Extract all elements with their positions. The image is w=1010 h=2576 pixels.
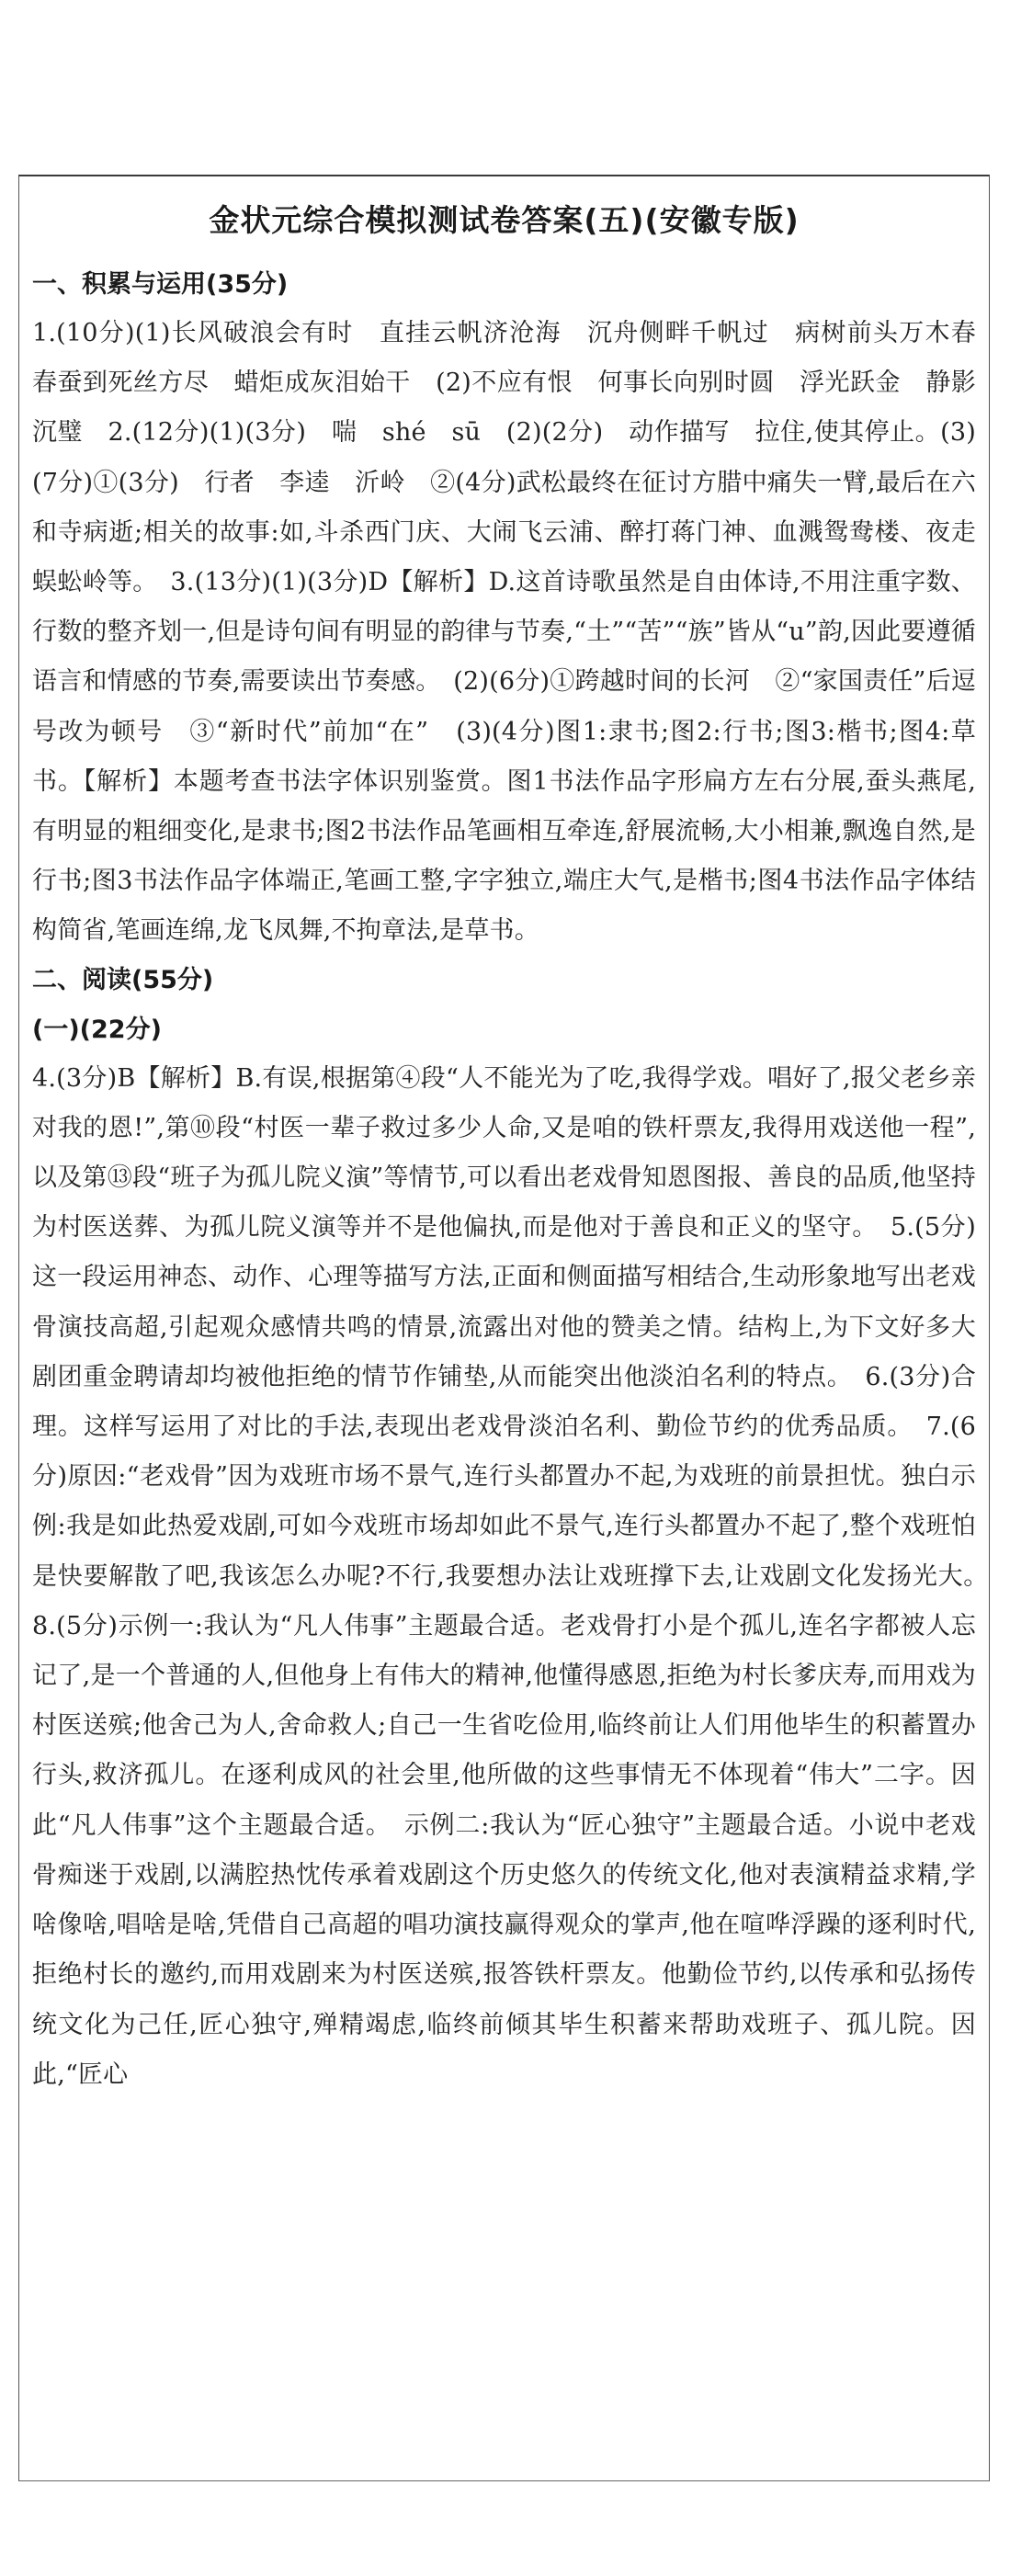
section-accumulation <box>32 261 1002 957</box>
section-reading <box>32 957 1002 2100</box>
sub-heading-reading-1: (一)(22分) <box>32 1015 162 1044</box>
answer-text-accumulation: 1.(10分)(1)长风破浪会有时 直挂云帆济沧海 沉舟侧畔千帆过 病树前头万木春 春蚕到死丝方尽 蜡炬成灰泪始干 (2)不应有恨 何事长向别时圆 浮光跃金 静影沉璧 2.(12分)(1)(3分) 喘 shé sū (2)(2分) 动作描写 拉住,使其停止。(3)(7分)①(3分) 行者 李逵 沂岭 ②(4分)武松最终在征讨方腊中痛失一臂,最后在六和寺病逝;相关的故事:如,斗杀西门庆、大闹飞云浦、醉打蒋门神、血溅鸳鸯楼、夜走蜈蚣岭等。 3.(13分)(1)(3分)D【解析】D.这首诗歌虽然是自由体诗,不用注重字数、行数的整齐划一,但是诗句间有明显的韵律与节奏,“土”“苦”“族”皆从“u”韵,因此要遵循语言和情感的节奏,需要读出节奏感。 (2)(6分)①跨越时间的长河 ②“家国责任”后逗号改为顿号 ③“新时代”前加“在” (3)(4分)图1:隶书;图2:行书;图3:楷书;图4:草书。【解析】本题考查书法字体识别鉴赏。图1书法作品字形扁方左右分展,蚕头燕尾,有明显的粗细变化,是隶书;图2书法作品笔画相互牵连,舒展流畅,大小相兼,飘逸自然,是行书;图3书法作品字体端正,笔画工整,字字独立,端庄大气,是楷书;图4书法作品字体结构简省,笔画连绵,龙飞凤舞,不拘章法,是草书。 <box>32 319 1002 946</box>
answer-sheet <box>18 175 1002 2481</box>
page-title: 金状元综合模拟测试卷答案(五)(安徽专版) <box>209 202 800 238</box>
section-heading-reading: 二、阅读(55分) <box>32 965 214 994</box>
section-heading-accumulation: 一、积累与运用(35分) <box>32 270 289 299</box>
answer-text-reading-1: 4.(3分)B【解析】B.有误,根据第④段“人不能光为了吃,我得学戏。唱好了,报父老乡亲对我的恩!”,第⑩段“村医一辈子救过多少人命,又是咱的铁杆票友,我得用戏送他一程”,以及第⑬段“班子为孤儿院义演”等情节,可以看出老戏骨知恩图报、善良的品质,他坚持为村医送葬、为孤儿院义演等并不是他偏执,而是他对于善良和正义的坚守。 5.(5分)这一段运用神态、动作、心理等描写方法,正面和侧面描写相结合,生动形象地写出老戏骨演技高超,引起观众感情共鸣的情景,流露出对他的赞美之情。结构上,为下文好多大剧团重金聘请却均被他拒绝的情节作铺垫,从而能突出他淡泊名利的特点。 6.(3分)合理。这样写运用了对比的手法,表现出老戏骨淡泊名利、勤俭节约的优秀品质。 7.(6分)原因:“老戏骨”因为戏班市场不景气,连行头都置办不起,为戏班的前景担忧。独白示例:我是如此热爱戏剧,可如今戏班市场却如此不景气,连行头都置办不起了,整个戏班怕是快要解散了吧,我该怎么办呢?不行,我要想办法让戏班撑下去,让戏剧文化发扬光大。 8.(5分)示例一:我认为“凡人伟事”主题最合适。老戏骨打小是个孤儿,连名字都被人忘记了,是一个普通的人,但他身上有伟大的精神,他懂得感恩,拒绝为村长爹庆寿,而用戏为村医送殡;他舍己为人,舍命救人;自己一生省吃俭用,临终前让人们用他毕生的积蓄置办行头,救济孤儿。在逐利成风的社会里,他所做的这些事情无不体现着“伟大”二字。因此“凡人伟事”这个主题最合适。 示例二:我认为“匠心独守”主题最合适。小说中老戏骨痴迷于戏剧,以满腔热忱传承着戏剧这个历史悠久的传统文化,他对表演精益求精,学啥像啥,唱啥是啥,凭借自己高超的唱功演技赢得观众的掌声,他在喧哗浮躁的逐利时代,拒绝村长的邀约,而用戏剧来为村医送殡,报答铁杆票友。他勤俭节约,以传承和弘扬传统文化为己任,匠心独守,殚精竭虑,临终前倾其毕生积蓄来帮助戏班子、孤儿院。因此,“匠心 <box>32 1063 1002 2089</box>
